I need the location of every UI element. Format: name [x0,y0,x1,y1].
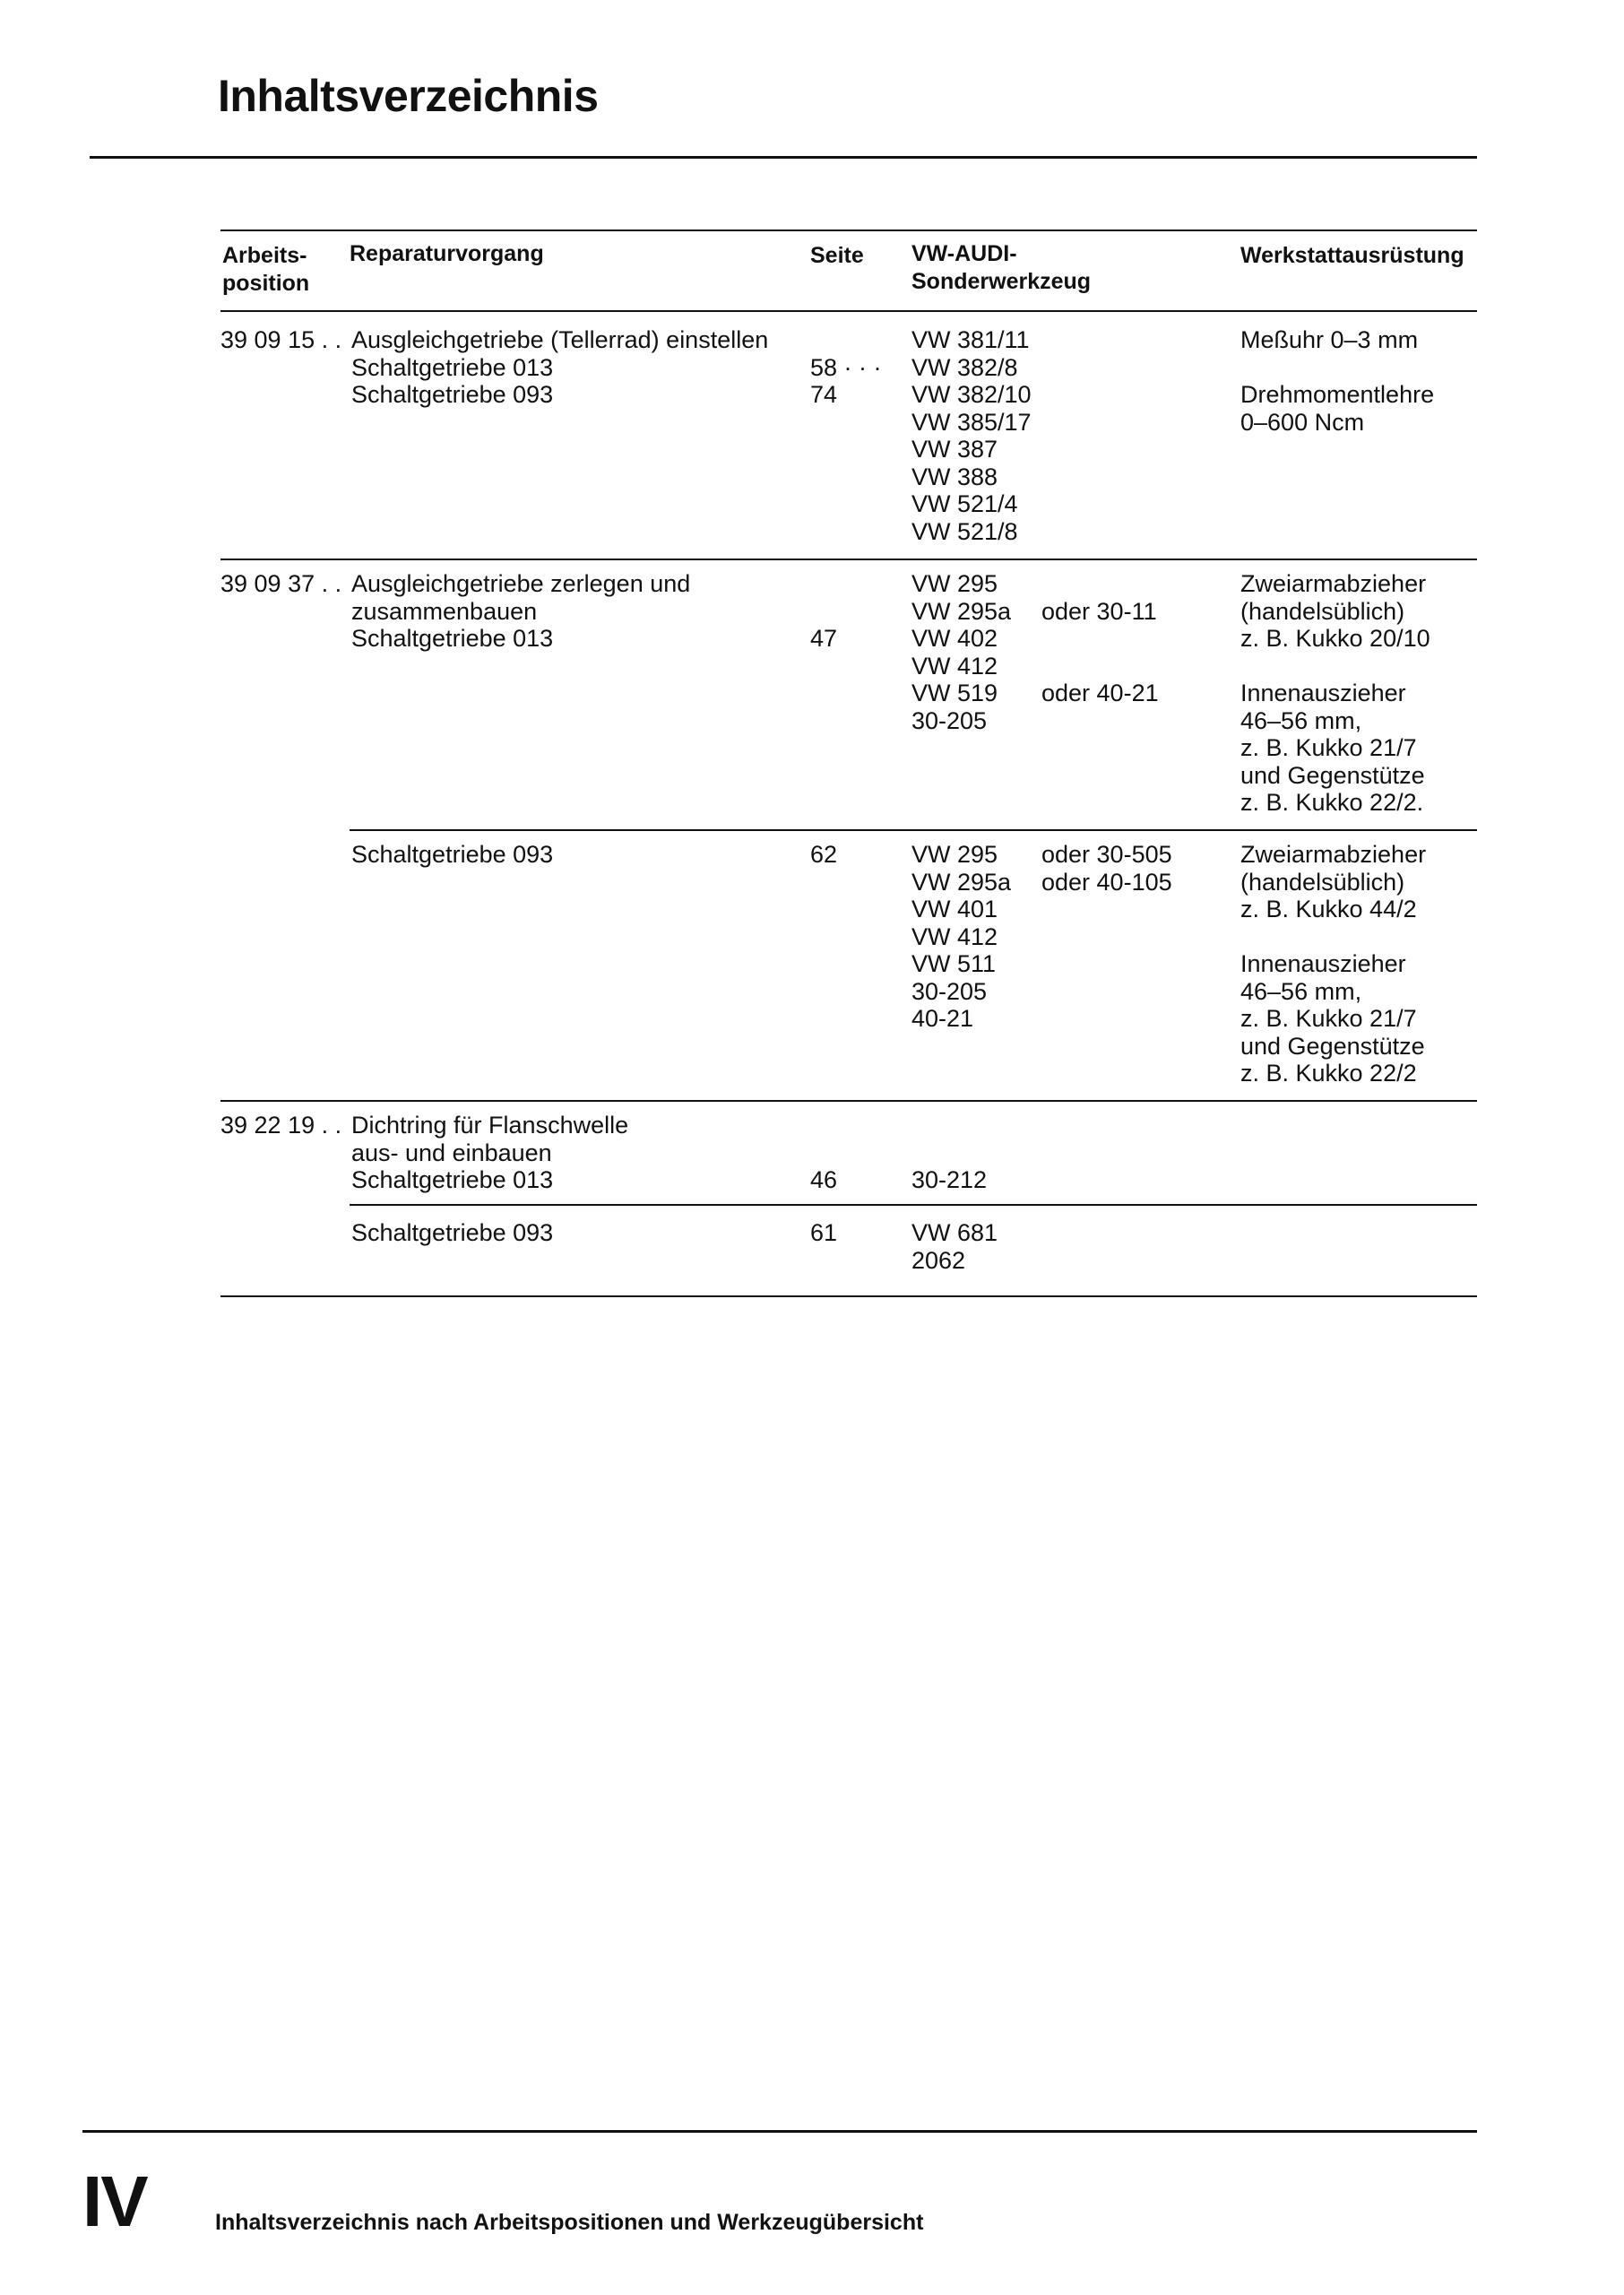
sonderwerkzeug-cell [911,841,1011,1033]
sonderwerkzeug-cell-line: VW 412 [911,652,998,680]
reparaturvorgang-cell [351,1219,553,1247]
reparaturvorgang-cell-line: Schaltgetriebe 093 [351,841,554,868]
page-number: IV [82,2161,147,2241]
alternativ-werkzeug-cell-line [1041,570,1159,598]
arbeitsposition-cell: 39 09 15 . . [220,326,342,353]
alternativ-werkzeug-cell [1041,841,1172,896]
seite-cell-line [810,1112,837,1139]
werkstattausruestung-cell-line: z. B. Kukko 44/2 [1240,896,1417,922]
seite-cell [810,1219,837,1247]
header-bottom-rule [220,310,1477,312]
seite-cell-line [810,326,882,354]
sonderwerkzeug-cell [911,1219,998,1274]
alternativ-werkzeug-cell-line: oder 30-505 [1041,841,1172,868]
werkstattausruestung-cell [1240,326,1434,436]
header-arbeitsposition: Arbeits- position [222,243,310,296]
sonderwerkzeug-cell-line: VW 295a [911,868,1012,896]
arbeitsposition-cell: 39 22 19 . . [220,1112,342,1139]
seite-cell-line: 47 [810,625,838,652]
row-divider [220,1295,1477,1297]
row-divider [220,559,1477,560]
reparaturvorgang-cell [351,1112,628,1194]
seite-cell-line [810,570,837,598]
reparaturvorgang-cell-line: Ausgleichgetriebe (Tellerrad) einstellen [351,326,769,353]
werkstattausruestung-cell-line: 0–600 Ncm [1240,408,1365,436]
reparaturvorgang-cell-line: zusammenbauen [351,597,538,625]
arbeitsposition-cell: 39 09 37 . . [220,570,342,597]
seite-cell [810,326,882,409]
werkstattausruestung-cell-line [1240,923,1426,951]
werkstattausruestung-cell-line: Meßuhr 0–3 mm [1240,326,1419,353]
alternativ-werkzeug-cell-line [1041,653,1159,680]
sonderwerkzeug-cell-line: VW 402 [911,625,998,652]
seite-cell-line: 62 [810,841,838,868]
row-divider [220,1100,1477,1102]
sonderwerkzeug-cell [911,570,1011,734]
werkstattausruestung-cell-line: z. B. Kukko 20/10 [1240,625,1430,652]
sonderwerkzeug-cell-line: VW 295a [911,597,1012,625]
seite-cell-line [810,598,837,626]
sonderwerkzeug-cell-line: 2062 [911,1246,966,1274]
alternativ-werkzeug-cell-line [1041,625,1159,653]
reparaturvorgang-cell [351,841,553,869]
werkstattausruestung-cell-line: 46–56 mm, [1240,706,1362,734]
seite-cell [810,570,837,653]
seite-cell-line: 58 · · · [810,353,882,381]
reparaturvorgang-cell-line: Schaltgetriebe 093 [351,381,554,408]
footer-caption: Inhaltsverzeichnis nach Arbeitspositionen und Werkzeugübersicht [215,2210,924,2235]
header-sonderwerkzeug: VW-AUDI- Sonderwerkzeug [911,241,1092,294]
werkstattausruestung-cell-line: Innenauszieher [1240,950,1406,977]
werkstattausruestung-cell-line [1240,354,1434,382]
werkstattausruestung-cell [1240,570,1430,817]
reparaturvorgang-cell-line: Schaltgetriebe 093 [351,1219,554,1246]
werkstattausruestung-cell-line [1240,653,1430,680]
werkstattausruestung-cell-line: z. B. Kukko 22/2 [1240,1060,1417,1087]
header-werkstattausruestung: Werkstattausrüstung [1240,243,1464,268]
sonderwerkzeug-cell-line: VW 521/4 [911,490,1018,517]
sonderwerkzeug-cell-line: 30-212 [911,1166,988,1193]
reparaturvorgang-cell [351,326,768,409]
footer-divider [82,2130,1477,2133]
header-seite: Seite [810,243,864,268]
page-title: Inhaltsverzeichnis [218,71,599,121]
sonderwerkzeug-cell-line: 30-205 [911,977,988,1005]
header-reparaturvorgang: Reparaturvorgang [350,241,544,266]
sonderwerkzeug-cell-line: VW 385/17 [911,408,1032,436]
seite-cell-line [810,1139,837,1167]
sonderwerkzeug-cell-line: VW 382/10 [911,381,1032,408]
sonderwerkzeug-cell [911,326,1032,545]
werkstattausruestung-cell-line: z. B. Kukko 21/7 [1240,1005,1417,1032]
table-top-rule [220,230,1477,231]
werkstattausruestung-cell-line: Innenauszieher [1240,680,1406,706]
werkstattausruestung-cell [1240,841,1426,1087]
werkstattausruestung-cell-line: z. B. Kukko 21/7 [1240,734,1417,761]
reparaturvorgang-cell-line: Schaltgetriebe 013 [351,353,554,381]
sonderwerkzeug-cell-line: VW 401 [911,896,998,922]
row-divider [350,1204,1477,1206]
alternativ-werkzeug-cell [1041,570,1159,707]
sonderwerkzeug-cell-line: VW 521/8 [911,517,1018,545]
werkstattausruestung-cell-line: Zweiarmabzieher [1240,570,1427,597]
seite-cell-line: 61 [810,1219,838,1246]
werkstattausruestung-cell-line: (handelsüblich) [1240,597,1405,625]
title-divider [90,156,1477,159]
sonderwerkzeug-cell-line: VW 382/8 [911,353,1018,381]
sonderwerkzeug-cell-line: VW 387 [911,436,998,463]
werkstattausruestung-cell-line: z. B. Kukko 22/2. [1240,789,1424,816]
werkstattausruestung-cell-line: (handelsüblich) [1240,868,1405,896]
row-divider [350,829,1477,831]
alternativ-werkzeug-cell-line: oder 30-11 [1041,597,1157,625]
reparaturvorgang-cell-line: aus- und einbauen [351,1139,552,1166]
sonderwerkzeug-cell-line: 40-21 [911,1005,974,1032]
sonderwerkzeug-cell-line: VW 681 [911,1219,998,1246]
werkstattausruestung-cell-line: Drehmomentlehre [1240,381,1435,408]
sonderwerkzeug-cell-line: VW 295 [911,841,998,868]
reparaturvorgang-cell-line: Schaltgetriebe 013 [351,625,554,652]
werkstattausruestung-cell-line: 46–56 mm, [1240,977,1362,1005]
alternativ-werkzeug-cell-line: oder 40-21 [1041,680,1159,706]
sonderwerkzeug-cell-line: VW 511 [911,950,997,977]
reparaturvorgang-cell-line: Schaltgetriebe 013 [351,1166,554,1193]
seite-cell [810,1112,837,1194]
sonderwerkzeug-cell-line: 30-205 [911,706,988,734]
seite-cell-line: 74 [810,381,838,408]
sonderwerkzeug-cell-line: VW 381/11 [911,326,1030,353]
werkstattausruestung-cell-line: und Gegenstütze [1240,761,1425,789]
seite-cell [810,841,837,869]
sonderwerkzeug-cell-line: VW 388 [911,463,998,490]
alternativ-werkzeug-cell-line: oder 40-105 [1041,868,1172,896]
seite-cell-line: 46 [810,1166,838,1193]
werkstattausruestung-cell-line: und Gegenstütze [1240,1032,1425,1060]
sonderwerkzeug-cell-line [911,1112,987,1139]
sonderwerkzeug-cell [911,1112,987,1194]
werkstattausruestung-cell-line: Zweiarmabzieher [1240,841,1427,868]
reparaturvorgang-cell-line: Dichtring für Flanschwelle [351,1112,629,1139]
sonderwerkzeug-cell-line: VW 295 [911,570,998,597]
reparaturvorgang-cell [351,570,690,653]
sonderwerkzeug-cell-line [911,1139,987,1167]
reparaturvorgang-cell-line: Ausgleichgetriebe zerlegen und [351,570,691,597]
sonderwerkzeug-cell-line: VW 412 [911,922,998,950]
sonderwerkzeug-cell-line: VW 519 [911,680,998,706]
